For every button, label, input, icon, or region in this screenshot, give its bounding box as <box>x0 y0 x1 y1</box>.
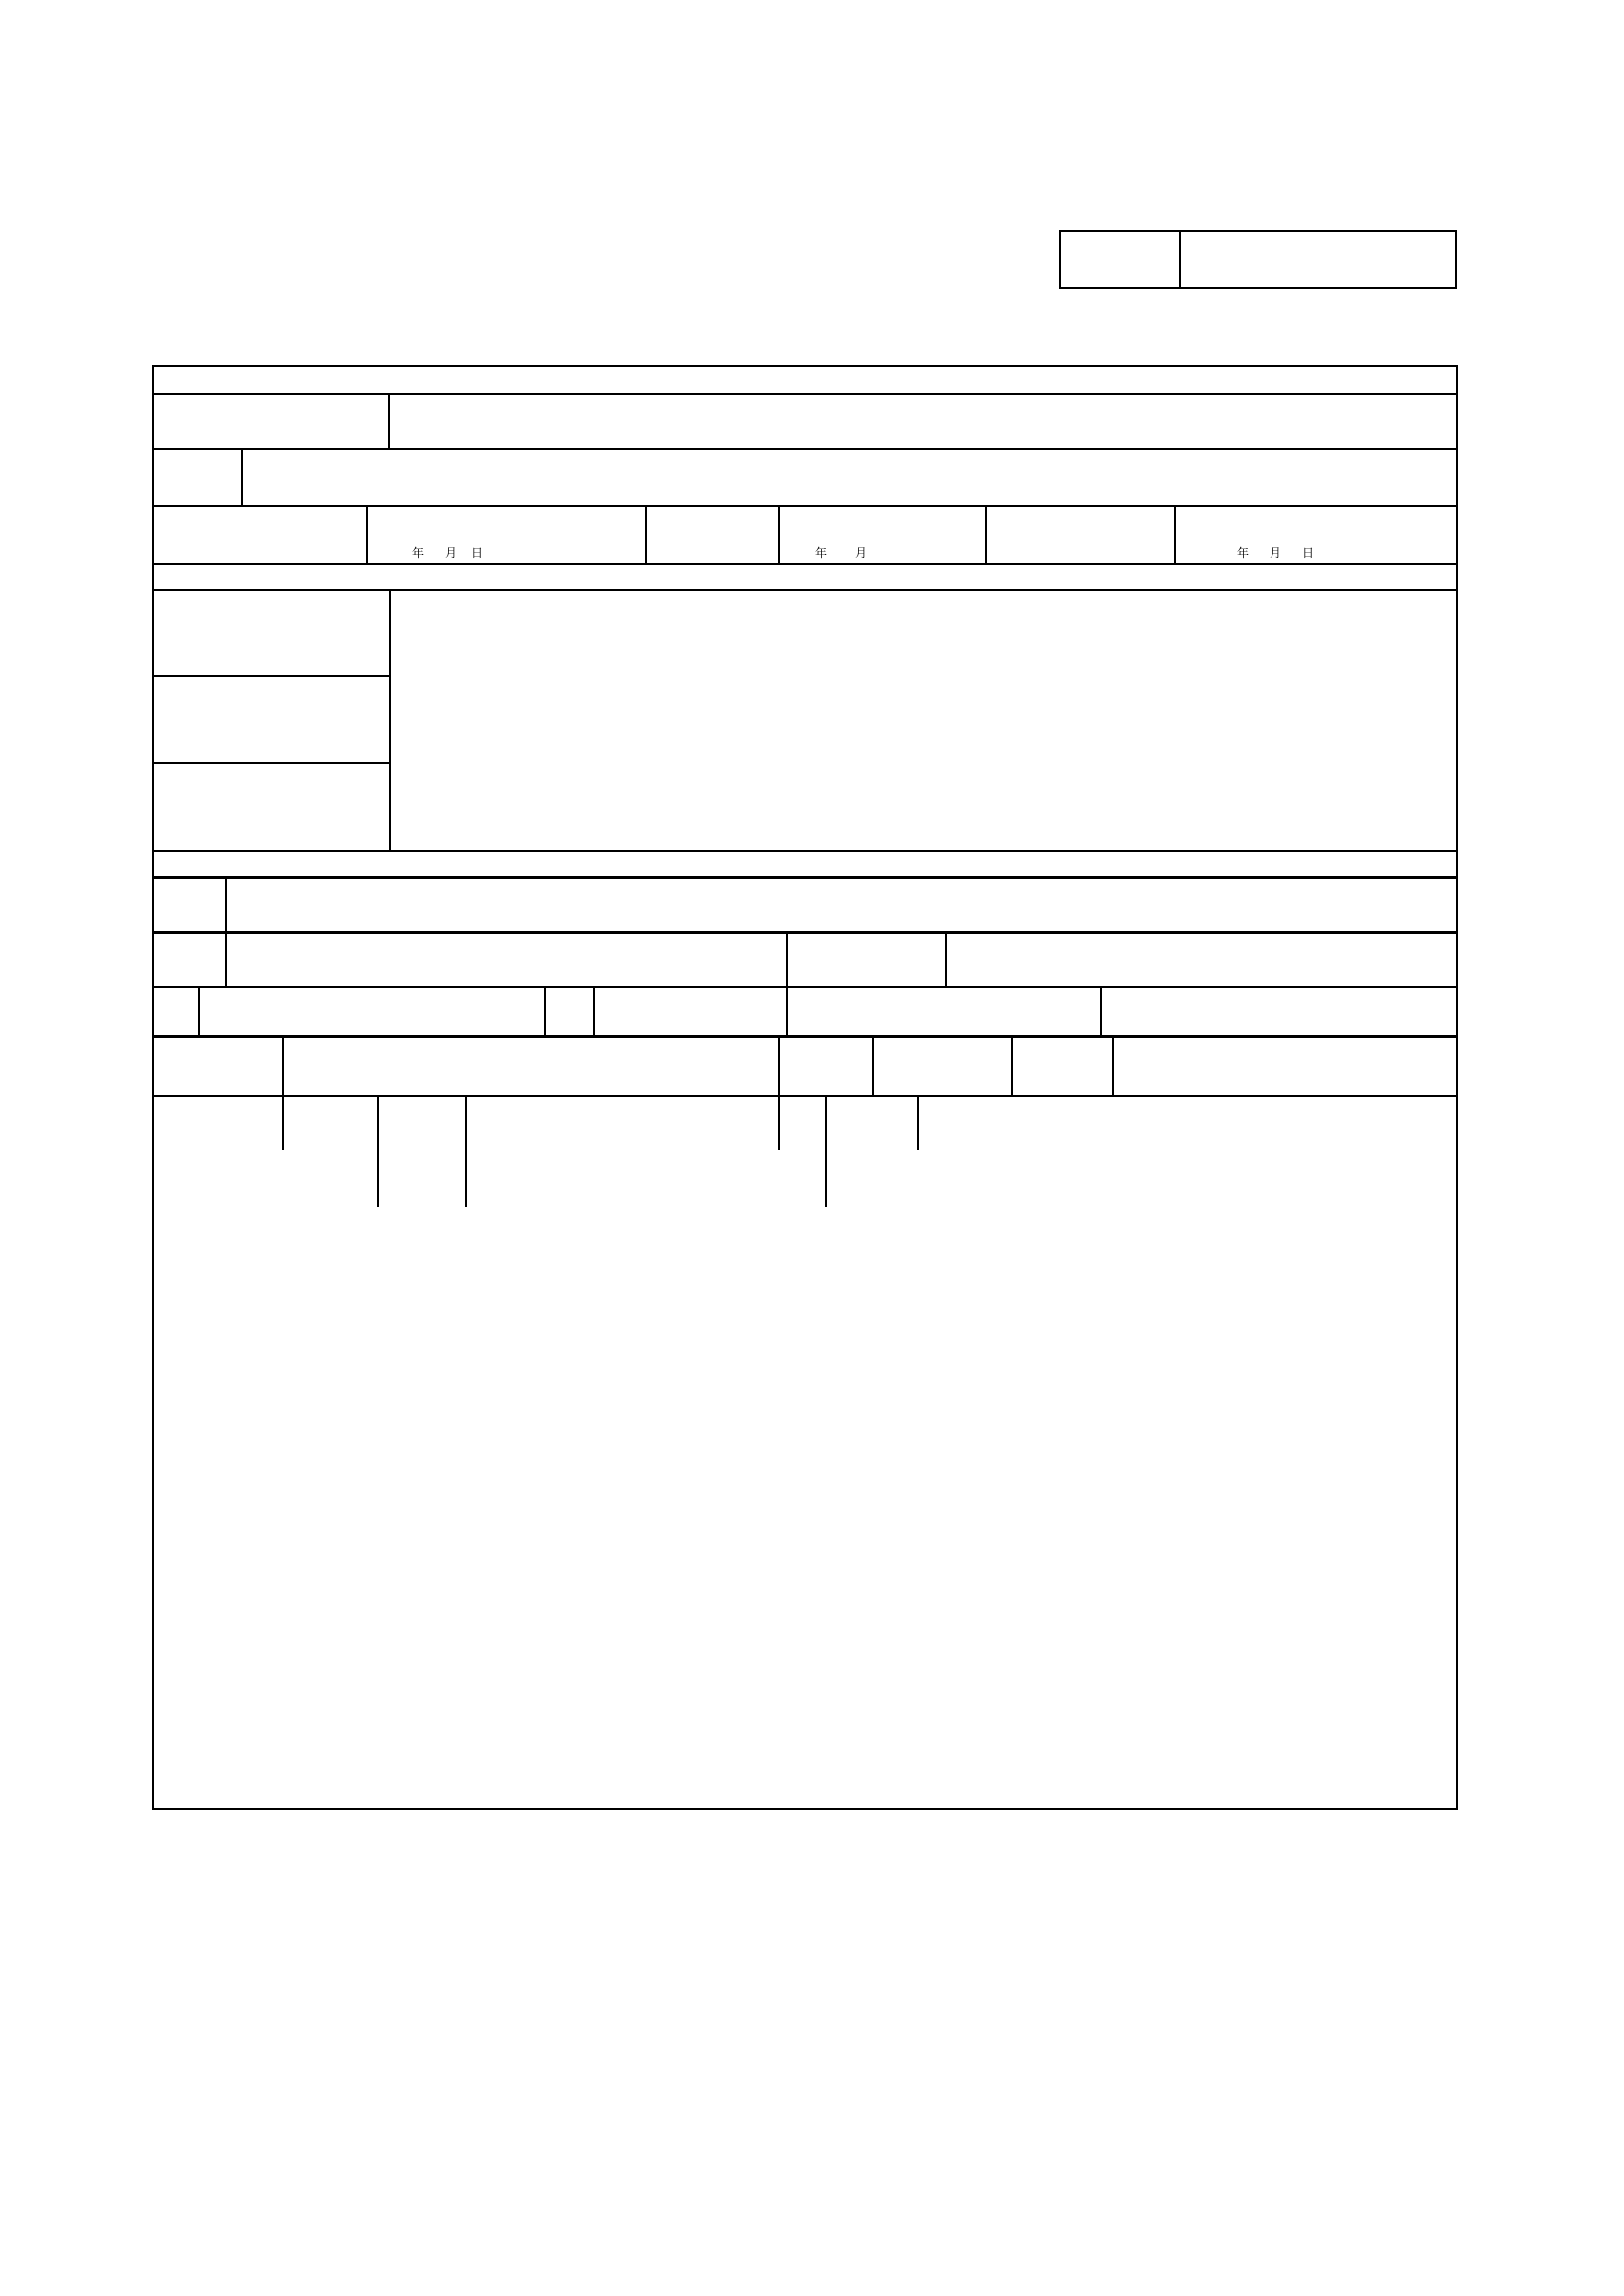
expiry-date-value: 年 月 日 <box>1237 546 1315 560</box>
registration-date-value: 年 月 日 <box>412 546 484 560</box>
first-registration-value: 年 月 <box>815 546 868 560</box>
certificate-form <box>152 365 1458 1810</box>
record-date-value <box>1194 257 1272 283</box>
